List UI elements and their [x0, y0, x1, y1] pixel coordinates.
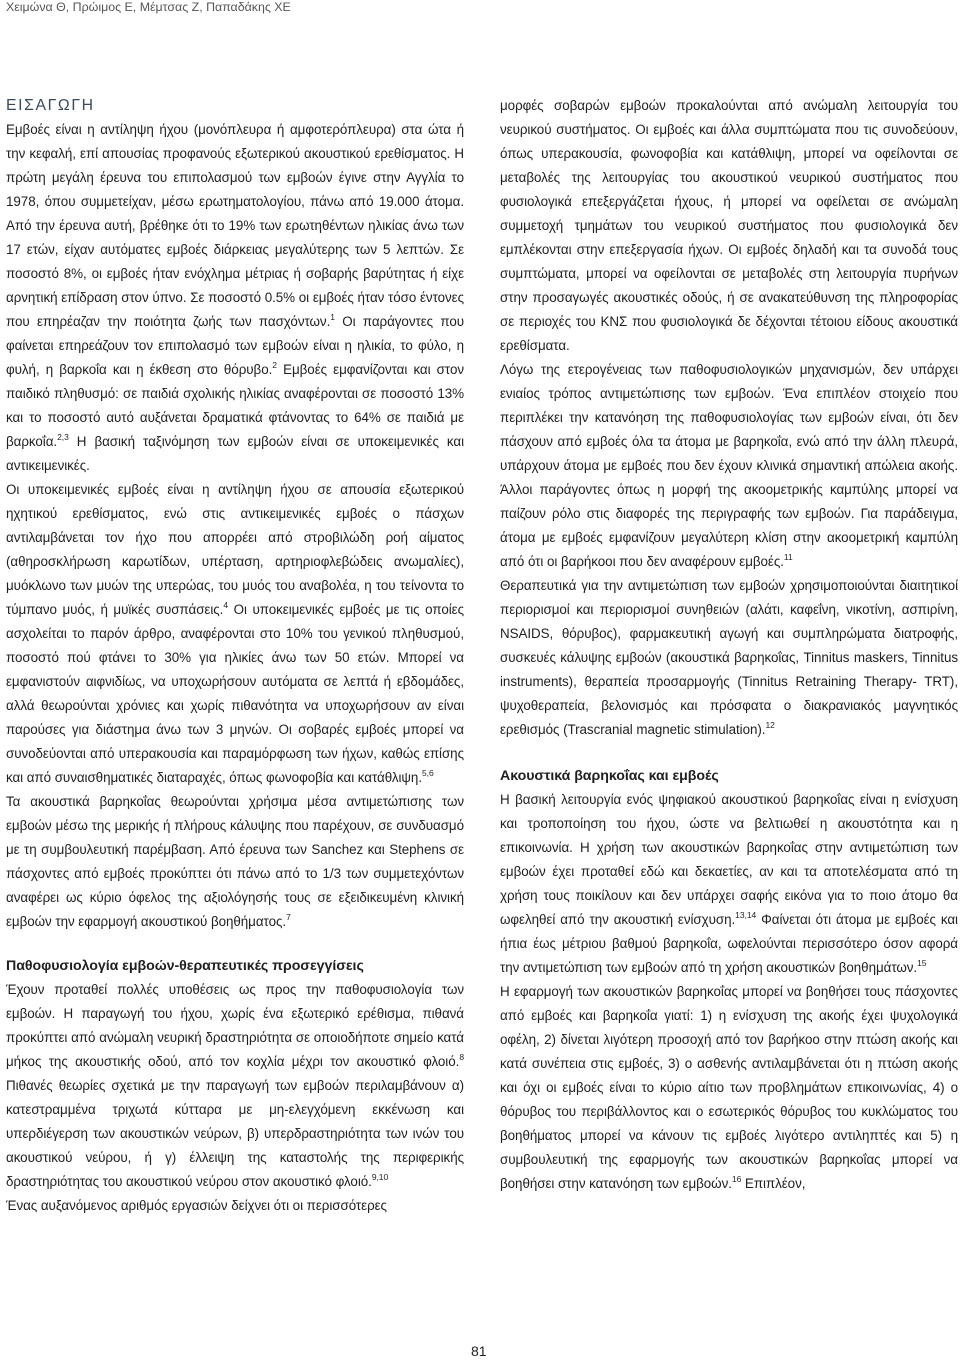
paragraph: Έχουν προταθεί πολλές υποθέσεις ως προς την παθοφυσιολογία των εμβοών. Η παραγωγή του ήχου, χωρίς ένα εξωτερικό ερέθισμα, πιθανά προκύπτει από ανώμαλη νευρική δραστηριότητα σε οποιοδήποτε σημείο κατά μήκος της ακουστικής οδού, από τον κοχλία μέχρι τον ακουστικό φλοιό.$^8$ Πιθανές θεωρίες σχετικά με την παραγωγή των εμβοών περιλαμβάνουν α) κατεστραμμένα τριχωτά κύτταρα με μη-ελεγχόμενη εκκένωση και υπερδιέγερση των ακουστικών νεύρων, β) υπερδραστηριότητα των ινών του ακουστικού νεύρου, ή γ) έλλειψη της καταστολής της περιφερικής δραστηριότητας του ακουστικού νεύρου στον ακουστικό φλοιό.$^{9,10}$ [6, 982, 464, 1189]
section-heading: Ακουστικά βαρηκοΐας και εμβοές [500, 768, 719, 784]
paragraph: μορφές σοβαρών εμβοών προκαλούνται από ανώμαλη λειτουργία του νευρικού συστήματος. Οι εμβοές και άλλα συμπτώματα που τις συνοδεύουν, όπως υπερακουσία, φωνοφοβία και κατάθλιψη, μπορεί να οφείλονται σε μεταβολές της λειτουργίας του ακουστικού νευρικού συστήματος που φυσιολογικά επεξεργάζεται ήχους, ή μπορεί να οφείλεται σε ανώμαλη συμμετοχή τμημάτων του νευρικού συστήματος που φυσιολογικά δεν εμπλέκονται στην επεξεργασία ήχων. Οι εμβοές δηλαδή και τα συνοδά τους συμπτώματα, μπορεί να οφείλονται σε μεταβολές στη λειτουργία πυρήνων στην προσαγωγές ακουστικές οδούς, ή σε ανακατεύθυνση της πληροφορίας σε περιοχές του ΚΝΣ που φυσιολογικά δε δέχονται τέτοιου είδους ακουστικά ερεθίσματα. [500, 98, 958, 353]
paragraph: Η εφαρμογή των ακουστικών βαρηκοΐας μπορεί να βοηθήσει τους πάσχοντες από εμβοές και βαρηκοΐα γιατί: 1) η ενίσχυση της ακοής έχει ψυχολογικά οφέλη, 2) δίνεται λιγότερη προσοχή από τον βαρήκοο στην πτώση ακοής και κατά συνέπεια στις εμβοές, 3) ο ασθενής αντιλαμβάνεται ότι η πτώση ακοής και όχι οι εμβοές είναι το κύριο αίτιο των προβλημάτων επικοινωνίας, 4) ο θόρυβος του περιβάλλοντος και ο εσωτερικός θόρυβος του κυκλώματος του βοηθήματος μπορεί να κάνουν τις εμβοές λιγότερο αντιληπτές και 5) η συμβουλευτική της εφαρμογής των ακουστικών βαρηκοΐας μπορεί να βοηθήσει στην κατανόηση των εμβοών.$^{16}$ Επιπλέον, [500, 984, 958, 1191]
paragraph: Οι υποκειμενικές εμβοές είναι η αντίληψη ήχου σε απουσία εξωτερικού ηχητικού ερεθίσματος, ενώ στις αντικειμενικές εμβοές ο πάσχων αντιλαμβάνεται τον ήχο που απορρέει από στροβιλώδη ροή αίματος (αθηροσκλήρωση καρωτίδων, υπέρταση, αρτηριοφλεβώδεις ανωμαλίες), μυόκλωνο των μυών της υπερώας, του μυός του αναβολέα, η του τείνοντα το τύμπανο μυός, ή μυϊκές συσπάσεις.$^4$ Οι υποκειμενικές εμβοές με τις οποίες ασχολείται το παρόν άρθρο, αναφέρονται στο 10% του γενικού πληθυσμού, ποσοστό πού φτάνει το 30% για ηλικίες άνω των 50 ετών. Μπορεί να εμφανιστούν αιφνιδίως, να υποχωρήσουν αυτόματα σε λεπτά ή εβδομάδες, αλλά θεωρούνται χρόνιες και χωρίς πιθανότητα να υποχωρήσουν αν είναι παρούσες για διάστημα άνω των 3 μηνών. Οι σοβαρές εμβοές μπορεί να συνοδεύονται από υπερακουσία και παραμόρφωση των ήχων, καθώς επίσης και από συναισθηματικές διαταραχές, όπως φωνοφοβία και κατάθλιψη.$^{5,6}$ [6, 482, 464, 785]
citation: 4 [223, 599, 229, 610]
paragraph: Τα ακουστικά βαρηκοΐας θεωρούνται χρήσιμα μέσα αντιμετώπισης των εμβοών μέσω της μερικής ή πλήρους κάλυψης που παρέχουν, σε συνδυασμό με τη συμβουλευτική παρέμβαση. Από έρευνα των Sanchez και Stephens σε πάσχοντες από εμβοές προκύπτει ότι πάνω από το 1/3 των συμμετεχόντων αναφέρει ως κύριο όφελος της αξιολόγησής τους σε εξειδικευμένη κλινική εμβοών την εφαρμογή ακουστικού βοηθήματος.$^7$ [6, 794, 464, 929]
citation: 1 [330, 311, 335, 322]
paragraph: Θεραπευτικά για την αντιμετώπιση των εμβοών χρησιμοποιούνται διαιτητικοί περιορισμοί και περιορισμοί συνηθειών (αλάτι, καφεΐνη, νικοτίνη, ασπιρίνη, NSAIDS, θόρυβος), φαρμακευτική αγωγή και συμπληρώματα διατροφής, συσκευές κάλυψης εμβοών (ακουστικά βαρηκοΐας, Tinnitus maskers, Tinnitus instruments), θεραπεία προσαρμογής (Tinnitus Retraining Therapy- TRT), ψυχοθεραπεία, βελονισμός και πρόσφατα ο διακρανιακός μαγνητικός ερεθισμός (Trascranial magnetic stimulation).$^{12}$ [500, 578, 958, 737]
paragraph: Εμβοές είναι η αντίληψη ήχου (μονόπλευρα ή αμφοτερόπλευρα) στα ώτα ή την κεφαλή, επί απουσίας προφανούς εξωτερικού ακουστικού ερεθίσματος. Η πρώτη μεγάλη έρευνα του επιπολασμού των εμβοών έγινε στην Αγγλία το 1978, όπου συμμετείχαν, μέσω ερωτηματολογίου, πάνω από 19.000 άτομα. Από την έρευνα αυτή, βρέθηκε ότι το 19% των ερωτηθέντων ηλικίας άνω των 17 ετών, είχαν αυτόματες εμβοές διάρκειας μεγαλύτερης των 5 λεπτών. Σε ποσοστό 8%, οι εμβοές ήταν ενόχλημα μέτριας ή σοβαρής βαρύτητας ή είχε αρνητική επίδραση στον ύπνο. Σε ποσοστό 0.5% οι εμβοές ήταν τόσο έντονες που επηρέαζαν την ποιότητα ζωής των πασχόντων.$^1$ Οι παράγοντες που φαίνεται επηρεάζουν τον επιπολασμό των εμβοών είναι η ηλικία, το φύλο, η φυλή, η βαρκοΐα και η έκθεση στο θόρυβο.$^2$ Εμβοές εμφανίζονται και στον παιδικό πληθυσμό: σε παιδιά σχολικής ηλικίας αναφέρονται σε ποσοστό 13% και το ποσοστό αυτό αυξάνεται δραματικά φτάνοντας το 64% σε παιδιά με βαρκοΐα.$^{2,3}$ Η βασική ταξινόμηση των εμβοών είναι σε υποκειμενικές και αντικειμενικές. [6, 122, 464, 473]
citation: 11 [783, 551, 793, 562]
citation: 2 [272, 359, 277, 370]
citation: 15 [917, 957, 927, 968]
paragraph: Λόγω της ετερογένειας των παθοφυσιολογικών μηχανισμών, δεν υπάρχει ενιαίος τρόπος αντιμετώπισης των εμβοών. Ένα επιπλέον στοιχείο που περιπλέκει την κατανόηση της παθοφυσιολογίας των εμβοών είναι, ότι δεν πάσχουν από εμβοές όλα τα άτομα με βαρηκοΐα, ενώ από την άλλη πλευρά, υπάρχουν άτομα με εμβοές που δεν έχουν κλινικά σημαντική απώλεια ακοής. Άλλοι παράγοντες όπως η μορφή της ακοομετρικής καμπύλης μπορεί να παίζουν ρόλο στις διαφορές της περιγραφής των εμβοών. Για παράδειγμα, άτομα με εμβοές εμφανίζουν μεγαλύτερη κλίση στην ακοομετρική καμπύλη από ότι οι βαρήκοοι που δεν αναφέρουν εμβοές.$^{11}$ [500, 362, 958, 569]
paragraph: Ένας αυξανόμενος αριθμός εργασιών δείχνει ότι οι περισσότερες [6, 1198, 387, 1213]
left-column [6, 96, 464, 1218]
page-number: 81 [471, 1343, 487, 1359]
right-column [500, 94, 958, 1196]
citation: 16 [731, 1173, 742, 1184]
section-heading: Παθοφυσιολογία εμβοών-θεραπευτικές προσεγγίσεις [6, 958, 364, 974]
running-head: Χειμώνα Θ, Πρώιμος Ε, Μέμτσας Ζ, Παπαδάκης ΧΕ [6, 0, 291, 14]
citation: 2,3 [57, 431, 69, 442]
citation: 9,10 [371, 1171, 389, 1182]
citation: 13,14 [735, 909, 757, 920]
intro-heading: ΕΙΣΑΓΩΓΗ [6, 97, 95, 114]
paragraph: Η βασική λειτουργία ενός ψηφιακού ακουστικού βαρηκοΐας είναι η ενίσχυση και τροποποίηση του ήχου, ώστε να βελτιωθεί η ακουστότητα και η επικοινωνία. Η χρήση των ακουστικών βαρηκοΐας στην αντιμετώπιση των εμβοών έχει προταθεί εδώ και δεκαετίες, αν και τα αποτελέσματα από τη χρήση τους ποικίλουν και δεν υπάρχει σαφής εικόνα για το ποιο άτομο θα ωφεληθεί από την ακουστική ενίσχυση.$^{13,14}$ Φαίνεται ότι άτομα με εμβοές και ήπια έως μέτριου βαθμού βαρηκοΐα, ωφελούνται περισσότερο όσον αφορά την αντιμετώπιση των εμβοών από τη χρήση ακουστικών βοηθημάτων.$^{15}$ [500, 792, 958, 975]
citation: 7 [286, 911, 291, 922]
citation: 8 [459, 1051, 464, 1062]
citation: 12 [765, 719, 775, 730]
citation: 5,6 [422, 767, 434, 778]
